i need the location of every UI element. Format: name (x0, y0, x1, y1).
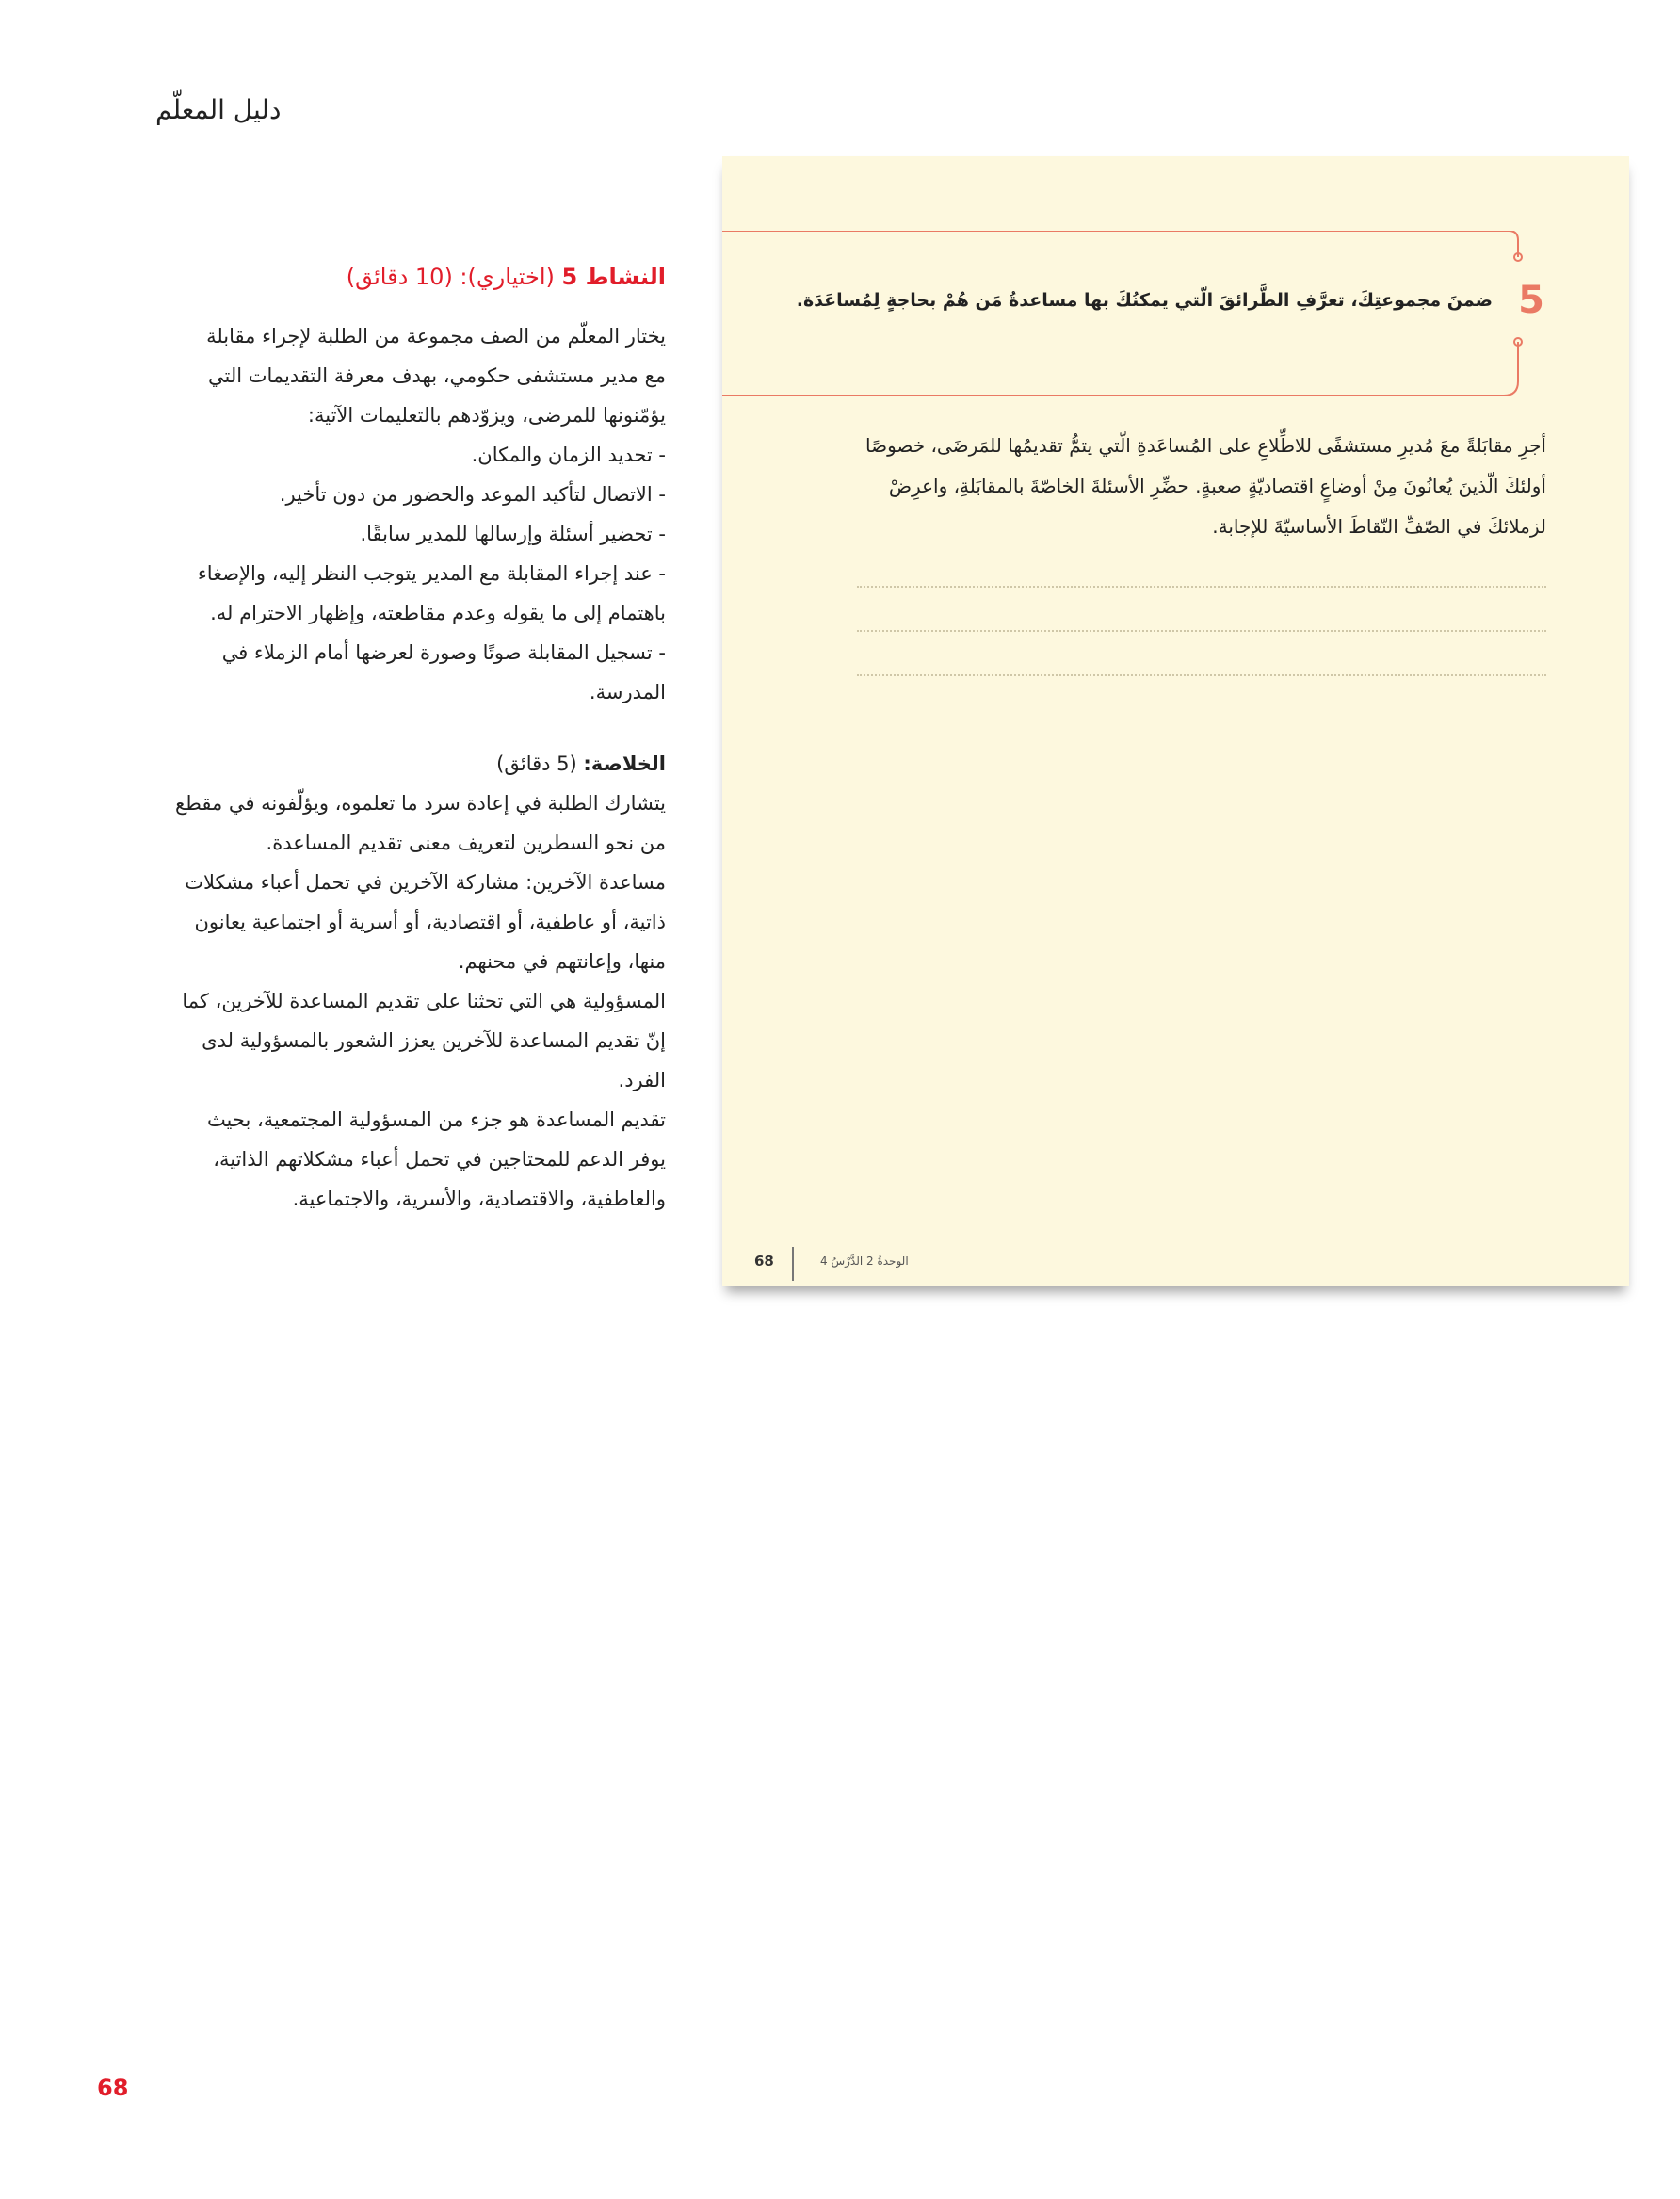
answer-line (857, 586, 1546, 588)
activity-instructions (167, 316, 666, 712)
summary-line: يوفر الدعم للمحتاجين في تحمل أعباء مشكلاتهم الذاتية، (213, 1148, 666, 1171)
activity-heading (167, 264, 666, 290)
answer-line (857, 674, 1546, 676)
summary-line: الفرد. (618, 1069, 666, 1091)
page-header-title: دليل المعلّم (155, 94, 282, 125)
summary-line: إنّ تقديم المساعدة للآخرين يعزز الشعور بالمسؤولية لدى (202, 1029, 666, 1052)
summary-heading-rest: (5 دقائق) (496, 752, 584, 775)
book-body-line: أولئكَ الّذينَ يُعانُونَ مِنْ أوضاعٍ اقتصاديّةٍ صعبةٍ. حضِّرِ الأسئلةَ الخاصّةَ بالمقابَلةِ، واعرِضْ (888, 475, 1546, 497)
footer-divider (792, 1247, 794, 1281)
summary-section (167, 744, 666, 1219)
summary-line: تقديم المساعدة هو جزء من المسؤولية المجتمعية، بحيث (206, 1108, 666, 1131)
book-body-line: لزملائكَ في الصّفِّ النّقاطَ الأساسيّةَ للإجابة. (1212, 515, 1546, 538)
answer-line (857, 630, 1546, 632)
guide-line: - الاتصال لتأكيد الموعد والحضور من دون تأخير. (279, 483, 666, 506)
activity-heading-bold: النشاط 5 (561, 264, 666, 290)
activity-frame-lines (722, 231, 1525, 398)
summary-heading (167, 744, 666, 784)
student-book-page (722, 156, 1629, 1286)
activity-heading-rest: (اختياري): (10 دقائق) (346, 264, 562, 290)
guide-line: باهتمام إلى ما يقوله وعدم مقاطعته، وإظهار الاحترام له. (210, 602, 666, 624)
activity-frame (722, 231, 1525, 398)
summary-line: والعاطفية، والاقتصادية، والأسرية، والاجتماعية. (292, 1188, 666, 1210)
book-body-text (812, 426, 1546, 547)
book-body-line: أجرِ مقابَلةً معَ مُديرِ مستشفًى للاطِّلاعِ على المُساعَدةِ الّتي يتمُّ تقديمُها للمَرضَى، خصوصًا (865, 434, 1546, 457)
summary-heading-bold: الخلاصة: (583, 752, 666, 775)
guide-line: - عند إجراء المقابلة مع المدير يتوجب النظر إليه، والإصغاء (197, 562, 666, 585)
teacher-guide-column (167, 264, 666, 1219)
guide-line: يؤمّنونها للمرضى، ويزوّدهم بالتعليمات الآتية: (307, 404, 666, 427)
activity-number: 5 (1518, 279, 1544, 322)
summary-line: منها، وإعانتهم في محنهم. (458, 950, 666, 973)
guide-line: - تحديد الزمان والمكان. (471, 444, 666, 466)
book-unit-label: الوحدةُ 2 الدَّرْسُ 4 (820, 1254, 909, 1268)
guide-line: المدرسة. (589, 681, 666, 703)
summary-line: المسؤولية هي التي تحثنا على تقديم المساعدة للآخرين، كما (182, 990, 666, 1012)
guide-line: مع مدير مستشفى حكومي، بهدف معرفة التقديمات التي (207, 364, 666, 387)
guide-line: - تحضير أسئلة وإرسالها للمدير سابقًا. (360, 523, 666, 545)
summary-line: من نحو السطرين لتعريف معنى تقديم المساعدة. (266, 832, 666, 854)
guide-line: - تسجيل المقابلة صوتًا وصورة لعرضها أمام الزملاء في (221, 641, 666, 664)
activity-title: ضمنَ مجموعتِكَ، تعرَّفِ الطَّرائقَ الّتي يمكنُكَ بها مساعدةُ مَن هُمْ بحاجةٍ لِمُساعَدَة. (796, 290, 1493, 311)
guide-line: يختار المعلّم من الصف مجموعة من الطلبة لإجراء مقابلة (206, 325, 666, 348)
book-page-number: 68 (754, 1253, 774, 1269)
summary-line: يتشارك الطلبة في إعادة سرد ما تعلموه، ويؤلّفونه في مقطع (174, 792, 666, 815)
book-footer (722, 1253, 1629, 1290)
page-number: 68 (97, 2075, 129, 2101)
summary-line: ذاتية، أو عاطفية، أو اقتصادية، أو أسرية أو اجتماعية يعانون (194, 911, 666, 933)
summary-line: مساعدة الآخرين: مشاركة الآخرين في تحمل أعباء مشكلات (185, 871, 666, 894)
